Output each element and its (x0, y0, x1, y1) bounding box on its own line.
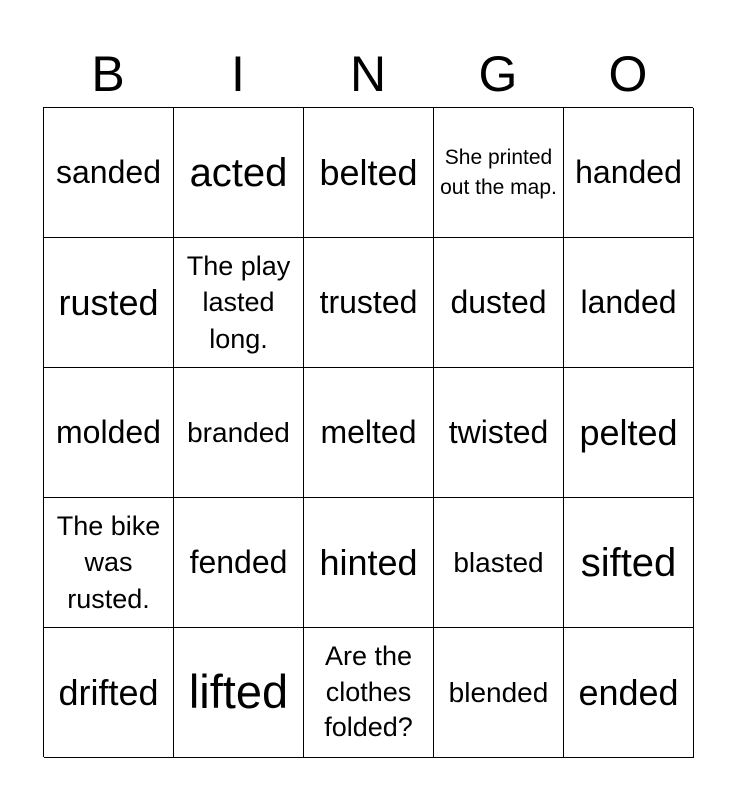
bingo-cell[interactable]: melted (304, 368, 434, 498)
bingo-cell[interactable]: hinted (304, 498, 434, 628)
bingo-cell[interactable]: molded (44, 368, 174, 498)
bingo-header (43, 40, 693, 108)
bingo-cell[interactable]: lifted (174, 628, 304, 758)
bingo-cell[interactable]: fended (174, 498, 304, 628)
bingo-cell[interactable]: belted (304, 108, 434, 238)
bingo-cell[interactable]: She printed out the map. (434, 108, 564, 238)
bingo-cell[interactable]: twisted (434, 368, 564, 498)
bingo-cell[interactable]: handed (564, 108, 694, 238)
header-letter-o: O (608, 46, 648, 102)
bingo-cell[interactable]: trusted (304, 238, 434, 368)
bingo-cell[interactable]: dusted (434, 238, 564, 368)
header-letter-n: N (349, 46, 387, 102)
bingo-cell[interactable]: branded (174, 368, 304, 498)
bingo-cell[interactable]: rusted (44, 238, 174, 368)
header-letter-i: I (231, 46, 245, 102)
bingo-cell[interactable]: acted (174, 108, 304, 238)
header-letter-g: G (478, 46, 518, 102)
bingo-card-grid (43, 107, 693, 757)
bingo-cell[interactable]: The play lasted long. (174, 238, 304, 368)
bingo-cell[interactable]: blended (434, 628, 564, 758)
bingo-cell[interactable]: landed (564, 238, 694, 368)
bingo-cell[interactable]: sifted (564, 498, 694, 628)
bingo-cell[interactable]: blasted (434, 498, 564, 628)
bingo-cell[interactable]: ended (564, 628, 694, 758)
bingo-cell[interactable]: Are the clothes folded? (304, 628, 434, 758)
bingo-cell[interactable]: pelted (564, 368, 694, 498)
bingo-cell[interactable]: drifted (44, 628, 174, 758)
bingo-cell[interactable]: sanded (44, 108, 174, 238)
header-letter-b: B (91, 46, 125, 102)
bingo-cell[interactable]: The bike was rusted. (44, 498, 174, 628)
